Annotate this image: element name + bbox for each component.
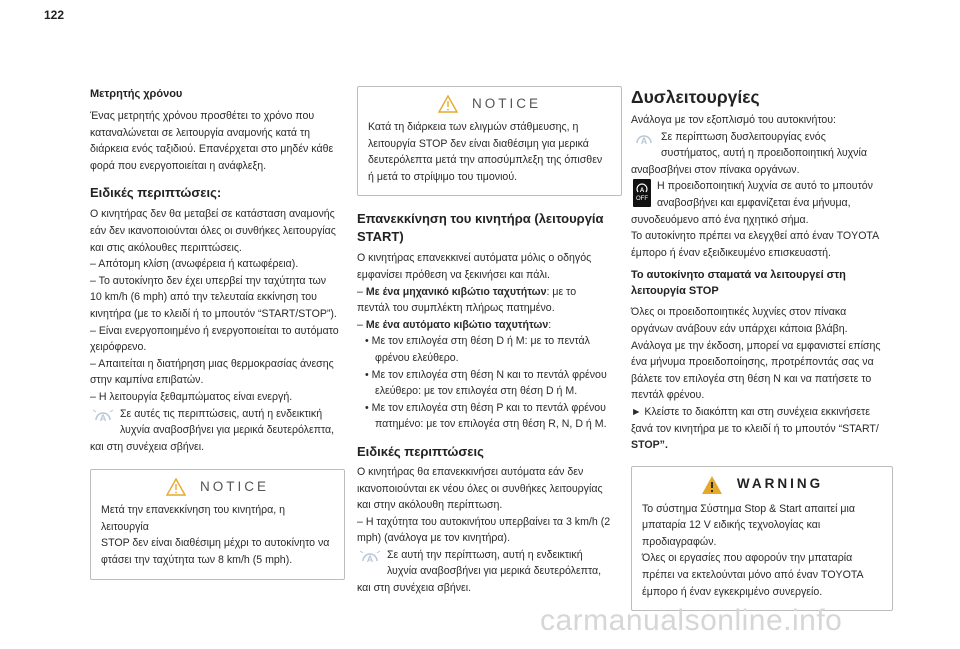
special-cases-list: Ο κινητήρας δεν θα μεταβεί σε κατάσταση αναμονής εάν δεν ικανοποιούνται όλες οι συνθήκες λειτουργίας και στις ακόλουθες περιπτώσεις. – Απότομη κλίση (ανωφέρεια ή κατωφέρεια). – Το αυτοκίνητο δεν έχει υπερβεί την ταχύτητα των 10 km/h (6 mph) από την τελευταία εκκίνηση του κινητήρα (με το κλειδί ή το μπουτόν “START/STOP”). – Είναι ενεργοποιημένο ή ενεργοποιείται το αυτόματο χειρόφρενο. – Απαιτείται η διατήρηση μιας θερμοκρασίας άνεσης στην καμπίνα επιβατών. – Η λειτουργία ξεθαμπώματος είναι ενεργή.: [90, 208, 339, 403]
special-cases-title: Ειδικές περιπτώσεις:: [90, 185, 222, 201]
notice-box-1: NOTICE Μετά την επανεκκίνηση του κινητήρα, η λειτουργία STOP δεν είναι διαθέσιμη μέχρι το αυτοκίνητο να φτάσει την ταχύτητα των 8 km/h (5 mph).: [90, 469, 345, 579]
column-3: Δυσλειτουργίες Ανάλογα με τον εξοπλισμό του αυτοκινήτου: A Σε περίπτωση δυσλειτουργίας ενός συστήματος, αυτή η προειδοποιητική λυχνία αναβοσβήνει στον πίνακα οργάνων. A OFF Η προειδοποιητική λυχνία σε αυτό το μπουτόν αναβοσβήνει και εμφανίζεται ένα μήνυμα, συνοδευόμενο από ένα ηχητικό σήμα. Το αυτοκίνητο πρέπει να ελεγχθεί από έναν TOYOTA έμπορο ή έναν εξειδικευμένο επισκευαστή. Το αυτοκίνητο σταματά να λειτουργεί στη λειτουργία STOP Όλες οι προειδοποιητικές λυχνίες στον πίνακα οργάνων ανάβουν εάν υπάρχει κάποια βλάβη. Ανάλογα με την έκδοση, μπορεί να εμφανιστεί επίσης ένα μήνυμα προειδοποίησης, προτρέποντάς σας να βάλετε τον επιλογέα στη θέση N και να πατήσετε το πεντάλ φρένου. ► Κλείστε το διακόπτη και στη συνέχεια εκκινήσετε ξανά τον κινητήρα με το κλειδί ή το μπουτόν “START/ STOP”. WARNING Το σύστημα Σύστημα Stop & Start απαιτεί μια μπαταρία 12 V ειδικής τεχνολογίας και προδιαγραφών. Όλες οι εργασίες που αφορούν την μπαταρία πρέπει να εκτελούνται μόνο από έναν TOYOTA έμπορο ή έναν εγκεκριμένο συνεργείο.: [631, 86, 893, 611]
svg-text:A: A: [640, 135, 648, 146]
auto-stop-lamp-row-2: A Σε αυτή την περίπτωση, αυτή η ενδεικτική λυχνία αναβοσβήνει για μερικά δευτερόλεπτα,: [357, 547, 622, 580]
malfunction-lamp-row: A Σε περίπτωση δυσλειτουργίας ενός συστήματος, αυτή η προειδοποιητική λυχνία: [631, 129, 893, 162]
column-2: NOTICE Κατά τη διάρκεια των ελιγμών στάθμευσης, η λειτουργία STOP δεν είναι διαθέσιμη για μερικά δευτερόλεπτα μετά την αποσύμπλεξη της όπισθεν ή μετά το στρίψιμο του τιμονιού. Επανεκκίνηση του κινητήρα (λειτουργία START) Ο κινητήρας επανεκκινεί αυτόματα μόλις ο οδηγός εμφανίσει πρόθεση να ξεκινήσει και πάλι. – Με ένα μηχανικό κιβώτιο ταχυτήτων: με το πεντάλ του συμπλέκτη πλήρως πατημένο. – Με ένα αυτόματο κιβώτιο ταχυτήτων: • Με τον επιλογέα στη θέση D ή M: με το πεντάλ φρένου ελεύθερο. • Με τον επιλογέα στη θέση N και το πεντάλ φρένου ελεύθερο: με τον επιλογέα στη θέση D ή M. • Με τον επιλογέα στη θέση P και το πεντάλ φρένου πατημένο: με τον επιλογέα στη θέση R, N, D ή M. Ειδικές περιπτώσεις Ο κινητήρας θα επανεκκινήσει αυτόματα εάν δεν ικανοποιούνται εκ νέου όλες οι συνθήκες λειτουργίας και στην ακόλουθη περίπτωση. – Η ταχύτητα του αυτοκινήτου υπερβαίνει τα 3 km/h (2 mph) (ανάλογα με τον κινητήρα). A Σε αυτή την περίπτωση, αυτή η ενδεικτική λυχνία αναβοσβήνει για μερικά δευτερόλεπτα, και στη συνέχεια σβήνει.: [357, 86, 622, 597]
restart-title: Επανεκκίνηση του κινητήρα (λειτουργία START): [357, 211, 604, 245]
svg-text:A: A: [639, 188, 645, 195]
special-cases-title-2: Ειδικές περιπτώσεις: [357, 443, 484, 459]
off-label: OFF: [636, 196, 648, 203]
page-number: 122: [44, 8, 65, 22]
stop-start-off-button-icon: [631, 178, 653, 208]
warning-triangle-icon: [701, 475, 723, 495]
special-cases-text-2: Ο κινητήρας θα επανεκκινήσει αυτόματα εάν δεν ικανοποιούνται εκ νέου όλες οι συνθήκες λειτουργίας και στην ακόλουθη περίπτωση. – Η ταχύτητα του αυτοκινήτου υπερβαίνει τα 3 km/h (2 mph) (ανάλογα με τον κινητήρα).: [357, 465, 611, 545]
malfunctions-title: Δυσλειτουργίες: [631, 87, 760, 107]
warning-title: WARNING: [736, 476, 824, 492]
notice-triangle-icon: [438, 95, 458, 113]
column-1: Μετρητής χρόνου Ένας μετρητής χρόνου προσθέτει το χρόνο που καταναλώνεται σε λειτουργία αναμονής κατά τη διάρκεια ενός ταξιδιού. Επανέρχεται στο μηδέν κάθε φορά που ενεργοποιείται η ανάφλεξη. Ειδικές περιπτώσεις: Ο κινητήρας δεν θα μεταβεί σε κατάσταση αναμονής εάν δεν ικανοποιούνται όλες οι συνθήκες λειτουργίας και στις ακόλουθες περιπτώσεις. – Απότομη κλίση (ανωφέρεια ή κατωφέρεια). – Το αυτοκίνητο δεν έχει υπερβεί την ταχύτητα των 10 km/h (6 mph) από την τελευταία εκκίνηση του κινητήρα (με το κλειδί ή το μπουτόν “START/STOP”). – Είναι ενεργοποιημένο ή ενεργοποιείται το αυτόματο χειρόφρενο. – Απαιτείται η διατήρηση μιας θερμοκρασίας άνεσης στην καμπίνα επιβατών. – Η λειτουργία ξεθαμπώματος είναι ενεργή. A Σε αυτές τις περιπτώσεις, αυτή η ενδεικτική λυχνία αναβοσβήνει για μερικά δευτερόλεπτα, και στη συνέχεια σβήνει. NOTICE Μετά την επανεκκίνηση του κινητήρα, η λειτουργία STOP δεν είναι διαθέσιμη μέχρι το αυτοκίνητο να φτάσει την ταχύτητα των 8 km/h (5 mph).: [90, 86, 345, 580]
auto-stop-warning-lamp-icon: [631, 129, 657, 147]
stop-failure-title: Το αυτοκίνητο σταματά να λειτουργεί στη λειτουργία STOP: [631, 269, 846, 298]
auto-stop-lamp-icon: [357, 547, 383, 565]
timer-intro: Ένας μετρητής χρόνου προσθέτει το χρόνο που καταναλώνεται σε λειτουργία αναμονής κατά τη διάρκεια ενός ταξιδιού. Επανέρχεται στο μηδέν κάθε φορά που ενεργοποιείται η ανάφλεξη.: [90, 110, 334, 172]
timer-title: Μετρητής χρόνου: [90, 88, 183, 100]
auto-stop-lamp-icon: [90, 406, 116, 424]
svg-text:A: A: [99, 412, 107, 423]
notice-title: NOTICE: [199, 478, 269, 494]
off-button-row: A OFF Η προειδοποιητική λυχνία σε αυτό το μπουτόν αναβοσβήνει και εμφανίζεται ένα μήνυμα,: [631, 178, 893, 211]
watermark: carmanualsonline.info: [540, 604, 843, 637]
restart-text: Ο κινητήρας επανεκκινεί αυτόματα μόλις ο οδηγός εμφανίσει πρόθεση να ξεκινήσει και πάλι. – Με ένα μηχανικό κιβώτιο ταχυτήτων: με το πεντάλ του συμπλέκτη πλήρως πατημένο. – Με ένα αυτόματο κιβώτιο ταχυτήτων: • Με τον επιλογέα στη θέση D ή M: με το πεντάλ φρένου ελεύθερο. • Με τον επιλογέα στη θέση N και το πεντάλ φρένου ελεύθερο: με τον επιλογέα στη θέση D ή M. • Με τον επιλογέα στη θέση P και το πεντάλ φρένου πατημένο: με τον επιλογέα στη θέση R, N, D ή M.: [357, 252, 607, 431]
notice-triangle-icon: [166, 478, 186, 496]
warning-box: WARNING Το σύστημα Σύστημα Stop & Start απαιτεί μια μπαταρία 12 V ειδικής τεχνολογίας και προδιαγραφών. Όλες οι εργασίες που αφορούν την μπαταρία πρέπει να εκτελούνται μόνο από έναν TOYOTA έμπορο ή έναν εγκεκριμένο συνεργείο.: [631, 466, 893, 612]
stop-failure-text: Όλες οι προειδοποιητικές λυχνίες στον πίνακα οργάνων ανάβουν εάν υπάρχει κάποια βλάβη. Ανάλογα με την έκδοση, μπορεί να εμφανιστεί επίσης ένα μήνυμα προειδοποίησης, προτρέποντάς σας να βάλετε τον επιλογέα στη θέση N και να πατήσετε το πεντάλ φρένου. ► Κλείστε το διακόπτη και στη συνέχεια εκκινήσετε ξανά τον κινητήρα με το κλειδί ή το μπουτόν “START/ STOP”.: [631, 306, 881, 452]
svg-text:A: A: [366, 553, 374, 564]
malfunction-text: συνοδευόμενο από ένα ηχητικό σήμα. Το αυτοκίνητο πρέπει να ελεγχθεί από έναν TOYOTA έμπορο ή έναν εξειδικευμένο επισκευαστή.: [631, 213, 880, 259]
auto-stop-lamp-row: A Σε αυτές τις περιπτώσεις, αυτή η ενδεικτική λυχνία αναβοσβήνει για μερικά δευτερόλεπτα,: [90, 406, 345, 439]
notice-title: NOTICE: [471, 95, 541, 111]
notice-box-2: NOTICE Κατά τη διάρκεια των ελιγμών στάθμευσης, η λειτουργία STOP δεν είναι διαθέσιμη για μερικά δευτερόλεπτα μετά την αποσύμπλεξη της όπισθεν ή μετά το στρίψιμο του τιμονιού.: [357, 86, 622, 196]
